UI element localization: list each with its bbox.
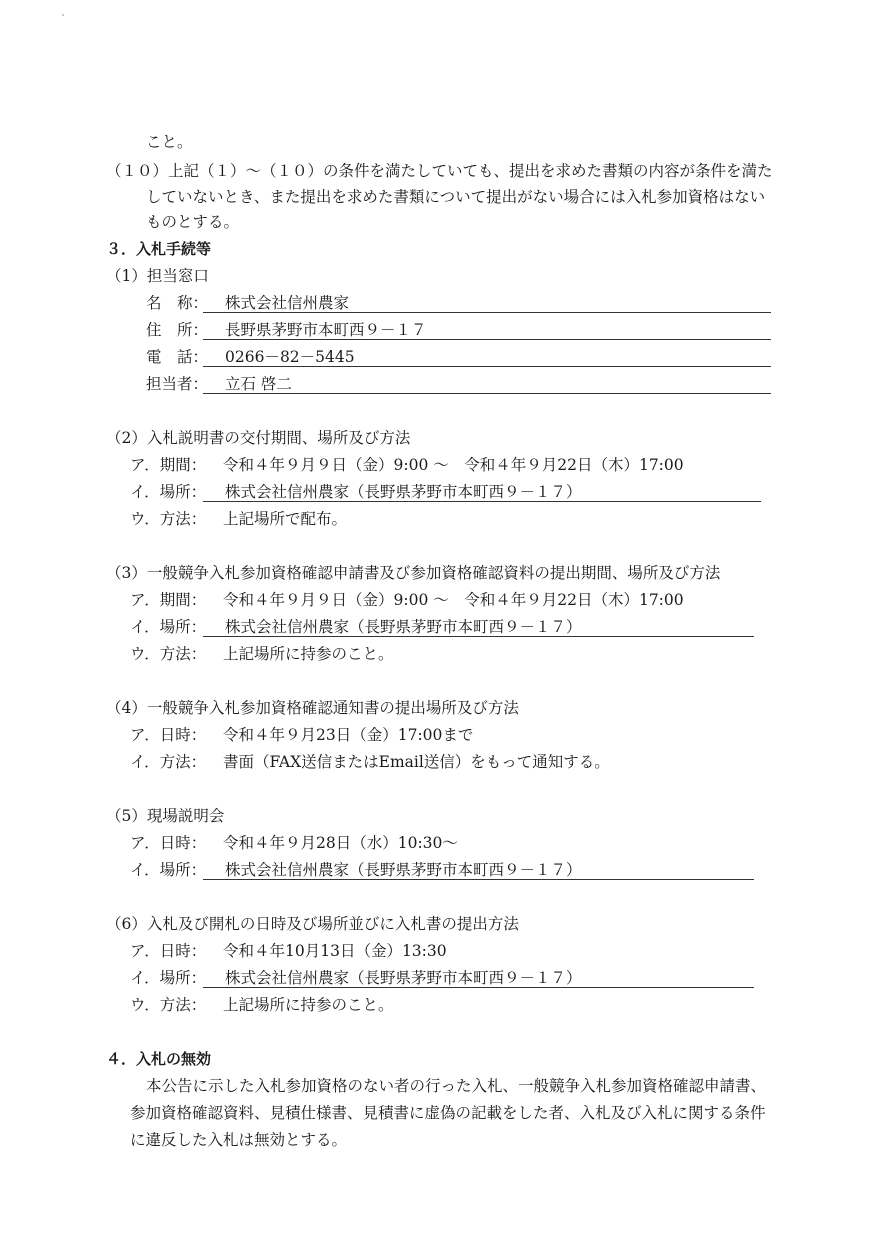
contact-phone-value: 0266－82－5445 [203, 347, 771, 367]
contact-person-value: 立石 啓二 [203, 374, 771, 394]
s6-datetime-row [130, 941, 447, 961]
scan-speck [62, 14, 64, 16]
s2-place-label: イ．場所： [130, 483, 207, 501]
s3-place-label: イ．場所： [130, 618, 207, 636]
s6-datetime-value: 令和４年10月13日（金）13:30 [223, 942, 447, 960]
sec4-line-3: に違反した入札は無効とする。 [130, 1131, 348, 1149]
s2-method-label: ウ．方法： [130, 510, 207, 528]
s2-place-value: 株式会社信州農家（長野県茅野市本町西９－１７） [203, 482, 761, 502]
s5-place-label: イ．場所： [130, 861, 207, 879]
item10-line-2: していないとき、また提出を求めた書類について提出がない場合には入札参加資格はない [146, 188, 766, 206]
s5-place-value: 株式会社信州農家（長野県茅野市本町西９－１７） [203, 860, 754, 880]
s4-datetime-row [130, 725, 473, 745]
s6-method-row [130, 995, 394, 1015]
contact-phone-label: 電 話： [146, 348, 209, 366]
contact-address-label: 住 所： [146, 321, 209, 339]
section-4-heading: ４．入札の無効 [106, 1050, 212, 1068]
s6-method-label: ウ．方法： [130, 996, 207, 1014]
s2-period-row [130, 455, 684, 475]
s3-method-label: ウ．方法： [130, 645, 207, 663]
contact-name-value: 株式会社信州農家 [203, 293, 771, 313]
subsection-2-title: （2）入札説明書の交付期間、場所及び方法 [106, 429, 411, 447]
sec4-line-1: 本公告に示した入札参加資格のない者の行った入札、一般競争入札参加資格確認申請書、 [146, 1077, 767, 1095]
subsection-6-title: （6）入札及び開札の日時及び場所並びに入札書の提出方法 [106, 915, 519, 933]
s3-place-value: 株式会社信州農家（長野県茅野市本町西９－１７） [203, 617, 754, 637]
s4-datetime-value: 令和４年９月23日（金）17:00まで [223, 726, 474, 744]
subsection-5-title: （5）現場説明会 [106, 807, 225, 825]
intro-line-0: こと。 [146, 133, 193, 151]
sec4-line-2: 参加資格確認資料、見積仕様書、見積書に虚偽の記載をした者、入札及び入札に関する条件 [130, 1104, 766, 1122]
s4-method-value: 書面（FAX送信またはEmail送信）をもって通知する。 [223, 753, 610, 771]
s5-datetime-row [130, 833, 458, 853]
s5-datetime-value: 令和４年９月28日（水）10:30～ [223, 834, 458, 852]
subsection-3-title: （3）一般競争入札参加資格確認申請書及び参加資格確認資料の提出期間、場所及び方法 [106, 564, 721, 582]
item10-line-3: ものとする。 [146, 213, 240, 231]
contact-person-label: 担当者： [146, 375, 209, 393]
s4-datetime-label: ア．日時： [130, 726, 207, 744]
contact-address-value: 長野県茅野市本町西９－１７ [203, 320, 771, 340]
s3-period-row [130, 590, 684, 610]
s6-method-value: 上記場所に持参のこと。 [223, 996, 394, 1014]
s3-method-value: 上記場所に持参のこと。 [223, 645, 394, 663]
s3-period-value: 令和４年９月９日（金）9:00 ～ 令和４年９月22日（木）17:00 [223, 591, 684, 609]
section-3-heading: ３．入札手続等 [106, 240, 212, 258]
s2-method-row [130, 509, 347, 529]
s4-method-row [130, 752, 610, 772]
s4-method-label: イ．方法： [130, 753, 207, 771]
s2-method-value: 上記場所で配布。 [223, 510, 348, 528]
s3-method-row [130, 644, 394, 664]
s5-datetime-label: ア．日時： [130, 834, 207, 852]
contact-name-label: 名 称： [146, 294, 209, 312]
subsection-1-title: （1）担当窓口 [106, 267, 209, 285]
s2-period-label: ア．期間： [130, 456, 207, 474]
s6-place-label: イ．場所： [130, 969, 207, 987]
s6-datetime-label: ア．日時： [130, 942, 207, 960]
s2-period-value: 令和４年９月９日（金）9:00 ～ 令和４年９月22日（木）17:00 [223, 456, 684, 474]
item10-line-1: （１０）上記（１）～（１０）の条件を満たしていても、提出を求めた書類の内容が条件を満た [106, 162, 773, 180]
s3-period-label: ア．期間： [130, 591, 207, 609]
s6-place-value: 株式会社信州農家（長野県茅野市本町西９－１７） [203, 968, 754, 988]
subsection-4-title: （4）一般競争入札参加資格確認通知書の提出場所及び方法 [106, 699, 519, 717]
